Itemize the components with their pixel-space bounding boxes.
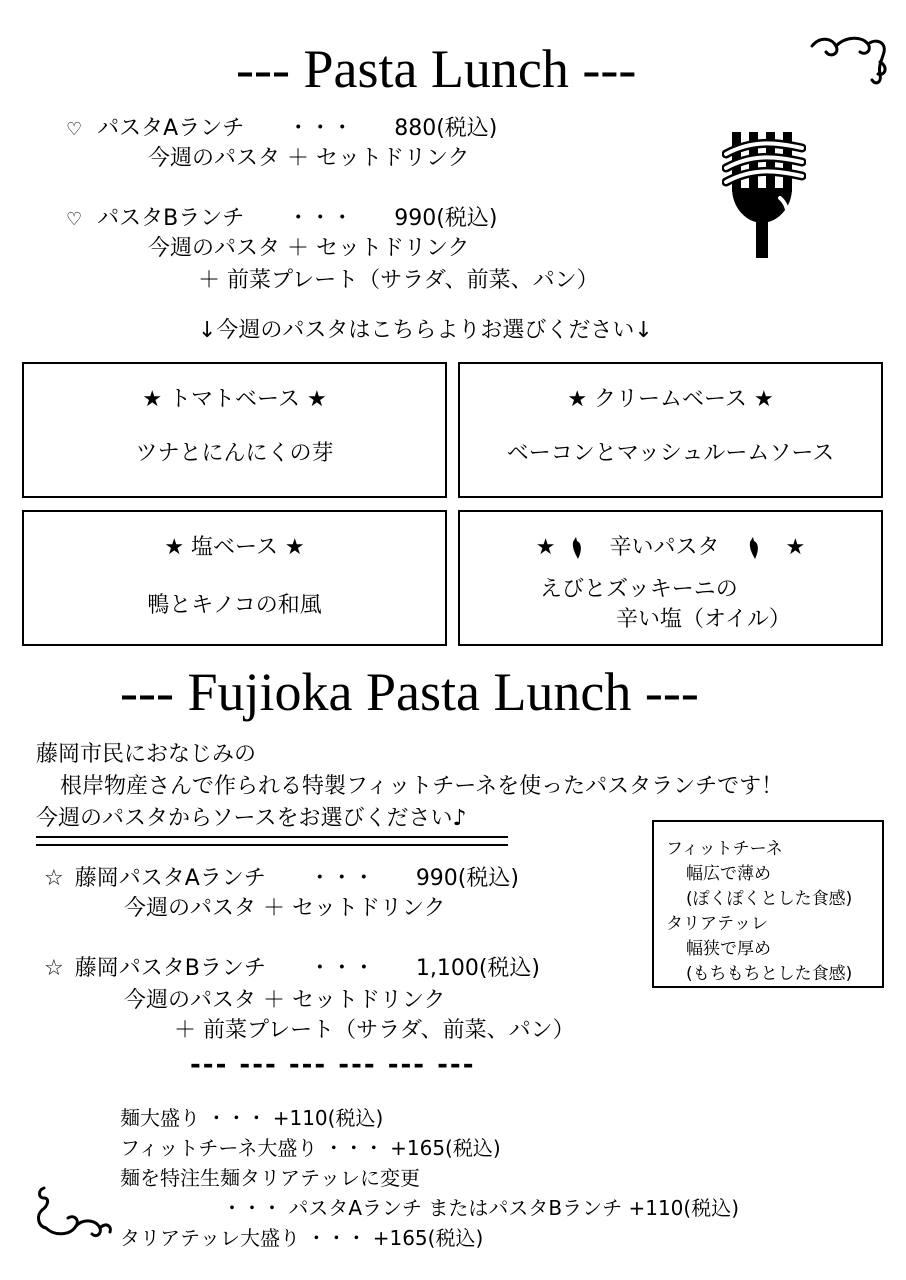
- note-line: タリアテッレ: [666, 914, 768, 934]
- fujioka-title: --- Fujioka Pasta Lunch ---: [120, 662, 699, 722]
- menu-b-price: 990(税込): [394, 206, 498, 231]
- pasta-box-cream: [458, 362, 883, 498]
- star-outline-icon: ☆: [44, 866, 64, 891]
- menu-a-price: 880(税込): [394, 116, 498, 141]
- fujioka-a-name: 藤岡パスタAランチ: [74, 866, 266, 891]
- intro-double-underline: [36, 836, 508, 846]
- box-body: ツナとにんにくの芽: [135, 441, 334, 466]
- intro-line-3: 今週のパスタからソースをお選びください♪: [36, 806, 467, 831]
- chili-pepper-icon: [568, 535, 584, 561]
- noodle-note-box: [652, 820, 884, 988]
- pasta-box-spicy: [458, 510, 883, 646]
- menu-a-desc: 今週のパスタ ＋ セットドリンク: [148, 146, 470, 171]
- fujioka-a-price: 990(税込): [415, 866, 519, 891]
- box-body-line1: えびとズッキーニの: [540, 577, 738, 602]
- spicy-heading-label: 辛いパスタ: [609, 535, 720, 560]
- star-icon: ★: [785, 535, 806, 560]
- note-line: (もちもちとした食感): [686, 964, 853, 984]
- option-line: フィットチーネ大盛り ・・・ +165(税込): [120, 1136, 501, 1160]
- menu-a-name: パスタAランチ: [97, 116, 245, 141]
- fujioka-a-desc: 今週のパスタ ＋ セットドリンク: [124, 896, 446, 921]
- pasta-box-tomato: [22, 362, 447, 498]
- star-icon: ★: [535, 535, 556, 560]
- fujioka-a-row: [44, 868, 519, 890]
- note-line: 幅狭で厚め: [686, 939, 771, 959]
- note-line: 幅広で薄め: [686, 864, 771, 884]
- menu-b-dots: ・・・: [287, 206, 354, 231]
- box-body: 鴨とキノコの和風: [147, 593, 322, 618]
- choose-instruction: ↓今週のパスタはこちらよりお選びください↓: [198, 318, 653, 343]
- fujioka-b-desc1: 今週のパスタ ＋ セットドリンク: [124, 988, 446, 1013]
- dash-separator: --- --- --- --- --- ---: [190, 1050, 476, 1080]
- star-outline-icon: ☆: [44, 956, 64, 981]
- menu-b-row: [66, 208, 497, 230]
- note-line: (ぽくぽくとした食感): [686, 889, 853, 909]
- option-line: タリアテッレ大盛り ・・・ +165(税込): [120, 1226, 484, 1250]
- menu-b-desc2: ＋ 前菜プレート（サラダ、前菜、パン）: [198, 268, 599, 293]
- fujioka-b-dots: ・・・: [308, 956, 375, 981]
- note-line: フィットチーネ: [666, 839, 783, 859]
- box-heading: [460, 530, 881, 561]
- box-heading: ★ 塩ベース ★: [164, 535, 305, 560]
- ornament-top-right-icon: [806, 32, 890, 88]
- page-title: --- Pasta Lunch ---: [236, 39, 637, 99]
- box-heading: ★ クリームベース ★: [567, 387, 774, 412]
- menu-b-name: パスタBランチ: [97, 206, 245, 231]
- intro-line-1: 藤岡市民におなじみの: [36, 742, 257, 767]
- box-heading: ★ トマトベース ★: [142, 387, 327, 412]
- ornament-bottom-left-icon: [30, 1182, 114, 1242]
- pasta-box-salt: [22, 510, 447, 646]
- menu-a-dots: ・・・: [287, 116, 354, 141]
- menu-b-desc1: 今週のパスタ ＋ セットドリンク: [148, 236, 470, 261]
- fujioka-b-price: 1,100(税込): [415, 956, 540, 981]
- fujioka-a-dots: ・・・: [308, 866, 375, 891]
- option-line: 麺を特注生麺タリアテッレに変更: [120, 1166, 420, 1190]
- chili-pepper-icon: [745, 535, 761, 561]
- fork-pasta-icon: [722, 128, 806, 260]
- fujioka-b-name: 藤岡パスタBランチ: [74, 956, 266, 981]
- fujioka-b-desc2: ＋ 前菜プレート（サラダ、前菜、パン）: [174, 1018, 575, 1043]
- heart-icon: ♡: [66, 119, 83, 140]
- box-body: ベーコンとマッシュルームソース: [506, 441, 835, 466]
- box-body-line2: 辛い塩（オイル）: [616, 607, 791, 632]
- heart-icon: ♡: [66, 209, 83, 230]
- intro-line-2: 根岸物産さんで作られる特製フィットチーネを使ったパスタランチです！: [60, 774, 784, 799]
- option-line: ・・・ パスタAランチ またはパスタBランチ +110(税込): [222, 1196, 740, 1220]
- fujioka-b-row: [44, 958, 540, 980]
- menu-a-row: [66, 118, 497, 140]
- option-line: 麺大盛り ・・・ +110(税込): [120, 1106, 384, 1130]
